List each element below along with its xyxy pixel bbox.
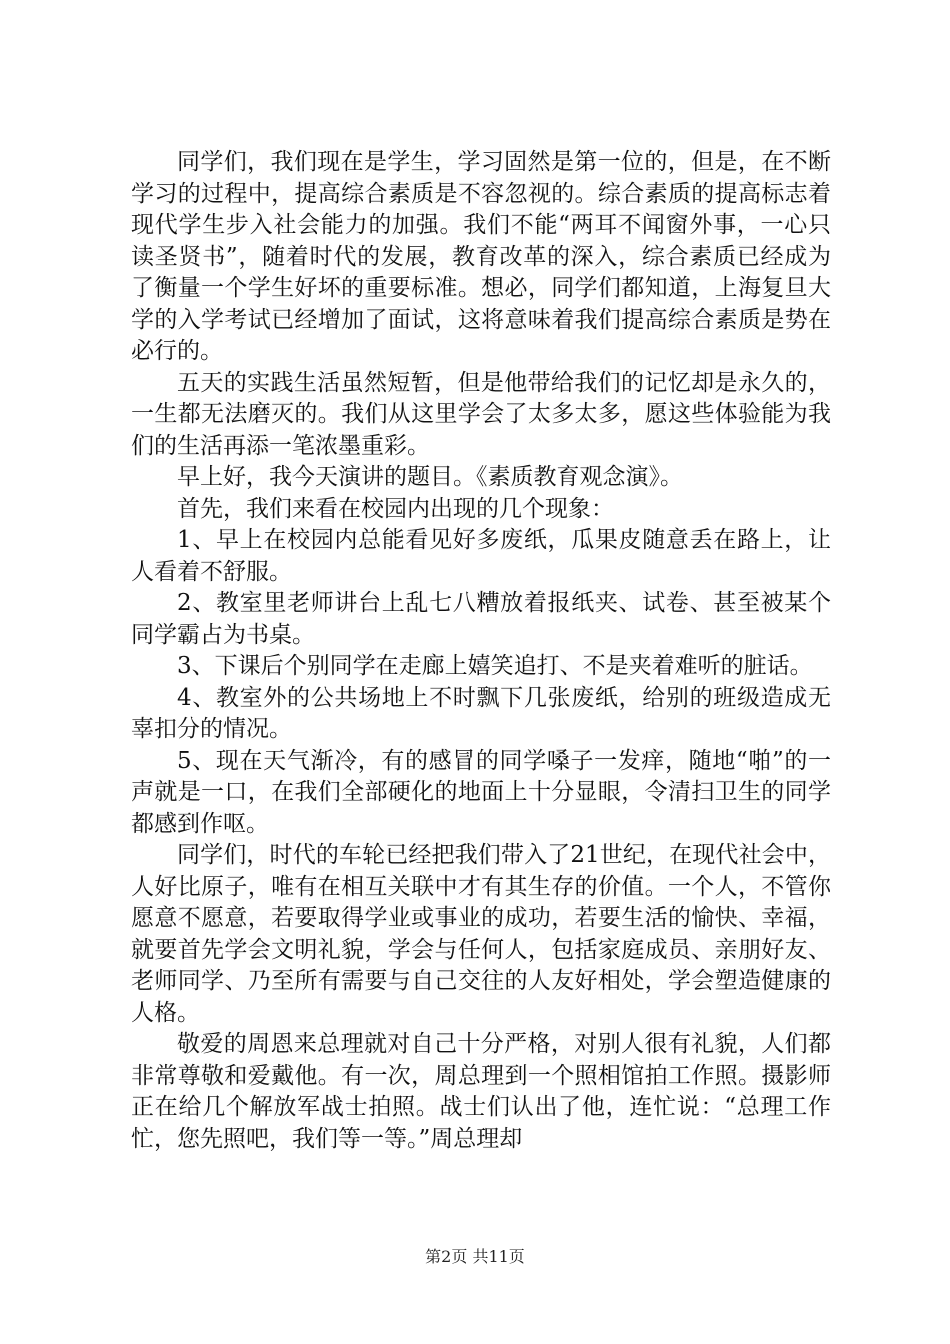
page-number-footer: 第2页 共11页 — [425, 1247, 525, 1266]
paragraph: 同学们，时代的车轮已经把我们带入了21世纪，在现代社会中，人好比原子，唯有在相互关联中才有其生存的价值。一个人，不管你愿意不愿意，若要取得学业或事业的成功，若要生活的愉快、幸福，就要首先学会文明礼貌，学会与任何人，包括家庭成员、亲朋好友、老师同学、乃至所有需要与自己交往的人友好相处，学会塑造健康的人格。 — [131, 842, 831, 1026]
paragraph: 早上好，我今天演讲的题目。《素质教育观念演》。 — [177, 464, 683, 490]
list-item: 5、现在天气渐冷，有的感冒的同学嗓子一发痒，随地“啪”的一声就是一口，在我们全部硬化的地面上十分显眼，令清扫卫生的同学都感到作呕。 — [131, 747, 831, 837]
list-item: 4、教室外的公共场地上不时飘下几张废纸，给别的班级造成无辜扣分的情况。 — [131, 684, 831, 742]
paragraph: 敬爱的周恩来总理就对自己十分严格，对别人很有礼貌，人们都非常尊敬和爱戴他。有一次，周总理到一个照相馆拍工作照。摄影师正在给几个解放军战士拍照。战士们认出了他，连忙说：“总理工作忙，您先照吧，我们等一等。”周总理却 — [131, 1031, 831, 1152]
list-item: 1、早上在校园内总能看见好多废纸，瓜果皮随意丢在路上，让人看着不舒服。 — [131, 527, 831, 585]
paragraph: 五天的实践生活虽然短暂，但是他带给我们的记忆却是永久的，一生都无法磨灭的。我们从这里学会了太多太多，愿这些体验能为我们的生活再添一笔浓墨重彩。 — [131, 369, 831, 459]
document-body — [131, 147, 831, 1155]
paragraph: 首先，我们来看在校园内出现的几个现象： — [177, 495, 614, 522]
paragraph: 同学们，我们现在是学生，学习固然是第一位的，但是，在不断学习的过程中，提高综合素质是不容忽视的。综合素质的提高标志着现代学生步入社会能力的加强。我们不能“两耳不闻窗外事，一心只读圣贤书”，随着时代的发展，教育改革的深入，综合素质已经成为了衡量一个学生好坏的重要标准。想必，同学们都知道，上海复旦大学的入学考试已经增加了面试，这将意味着我们提高综合素质是势在必行的。 — [131, 149, 831, 364]
list-item: 3、下课后个别同学在走廊上嬉笑追打、不是夹着难听的脏话。 — [177, 653, 813, 679]
list-item: 2、教室里老师讲台上乱七八糟放着报纸夹、试卷、甚至被某个同学霸占为书桌。 — [131, 590, 831, 648]
